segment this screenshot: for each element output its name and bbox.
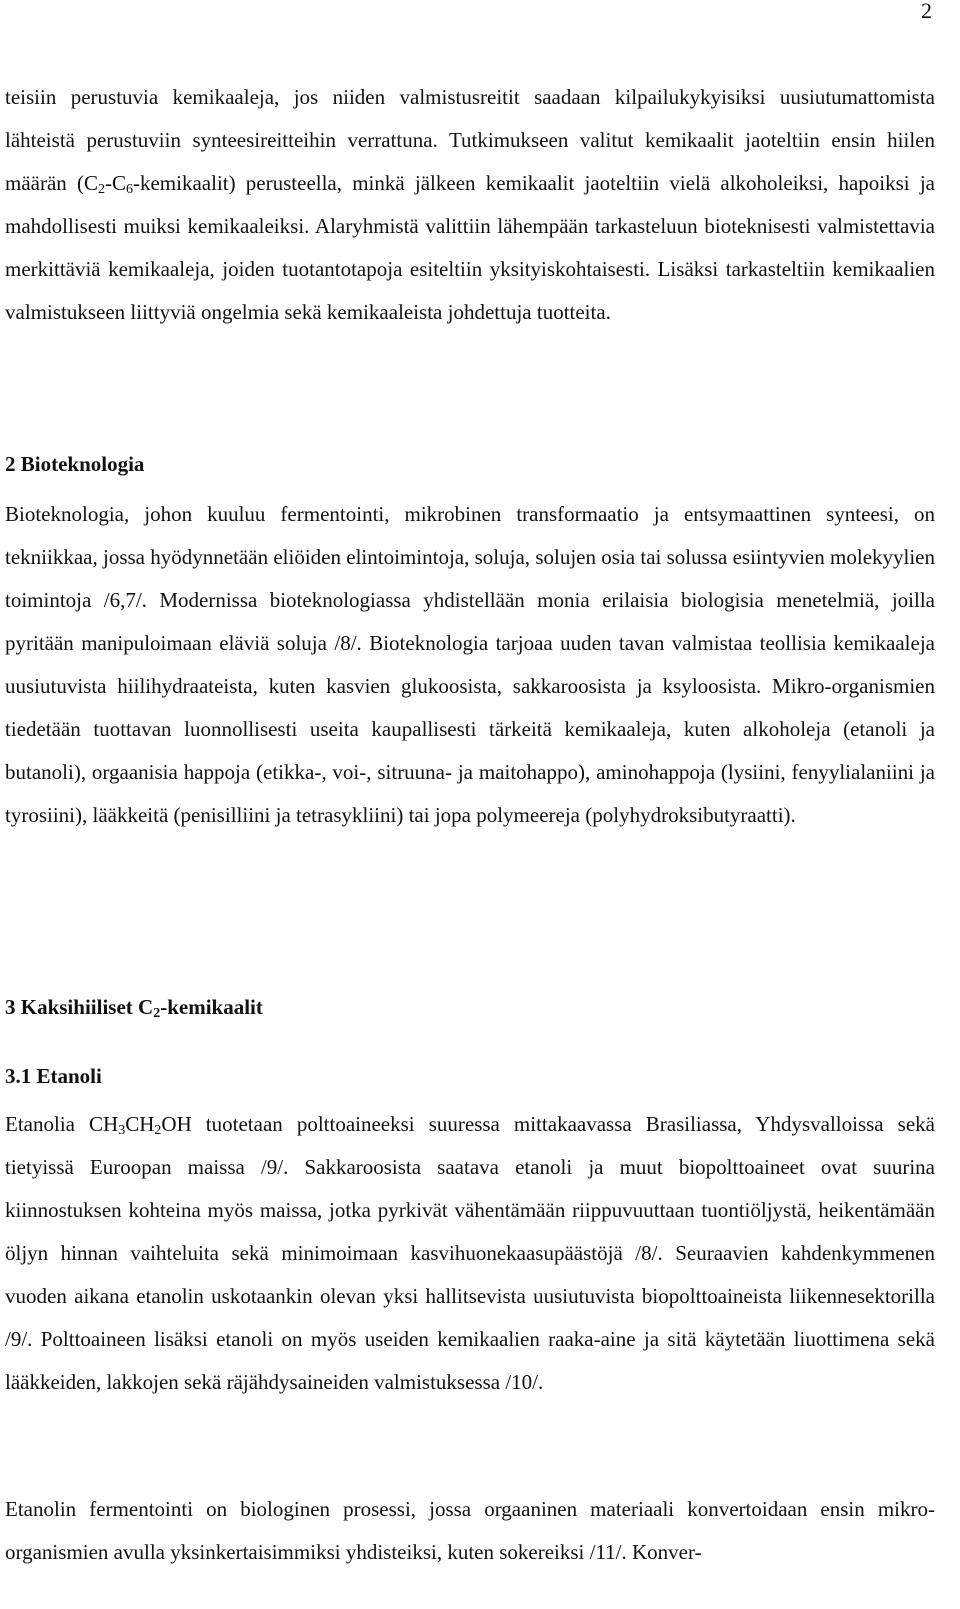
section-heading-bioteknologia: 2 Bioteknologia <box>5 452 145 476</box>
page-number: 2 <box>921 0 932 23</box>
etanoli-paragraph: Etanolia $CH_3CH_2OH$ tuotetaan polttoaineeksi suuressa mittakaavassa Brasiliassa, Yhdysvalloissa sekä tietyissä Euroopan maissa /9/. Sakkaroosista saatava etanoli ja muut biopolttoaineet ovat suurina kiinnostuksen kohteina myös maissa, jotka pyrkivät vähentämään riippuvuuttaan tuontiöljystä, heikentämään öljyn hinnan vaihteluita sekä minimoimaan kasvihuonekaasupäästöjä /8/. Seuraavien kahdenkymmenen vuoden aikana etanolin uskotaankin olevan yksi hallitsevista uusiutuvista biopolttoaineista liikennesektorilla /9/. Polttoaineen lisäksi etanoli on myös useiden kemikaalien raaka-aine ja sitä käytetään liuottimena sekä lääkkeiden, lakkojen sekä räjähdysaineiden valmistuksessa /10/. <box>5 1112 935 1394</box>
intro-paragraph: teisiin perustuvia kemikaaleja, jos niiden valmistusreitit saadaan kilpailukykyisiksi uusiutumattomista lähteistä perustuviin synteesireitteihin verrattuna. Tutkimukseen valitut kemikaalit jaoteltiin ensin hiilen määrän $(C_2-C_6-kemikaalit)$ perusteella, minkä jälkeen kemikaalit jaoteltiin vielä alkoholeiksi, hapoiksi ja mahdollisesti muiksi kemikaaleiksi. Alaryhmistä valittiin lähempään tarkasteluun bioteknisesti valmistettavia merkittäviä kemikaaleja, joiden tuotantotapoja esiteltiin yksityiskohtaisesti. Lisäksi tarkasteltiin kemikaalien valmistukseen liittyviä ongelmia sekä kemikaaleista johdettuja tuotteita. <box>5 85 935 324</box>
fermentation-paragraph: Etanolin fermentointi on biologinen prosessi, jossa orgaaninen materiaali konvertoidaan ensin mikro-organismien avulla yksinkertaisimmiksi yhdisteiksi, kuten sokereiksi /11/. Konver- <box>5 1497 935 1564</box>
bioteknologia-paragraph: Bioteknologia, johon kuuluu fermentointi, mikrobinen transformaatio ja entsymaattinen synteesi, on tekniikkaa, jossa hyödynnetään eliöiden elintoimintoja, soluja, solujen osia tai solussa esiintyvien molekyylien toimintoja /6,7/. Modernissa bioteknologiassa yhdistellään monia erilaisia biologisia menetelmiä, joilla pyritään manipuloimaan eläviä soluja /8/. Bioteknologia tarjoaa uuden tavan valmistaa teollisia kemikaaleja uusiutuvista hiilihydraateista, kuten kasvien glukoosista, sakkaroosista ja ksyloosista. Mikro-organismien tiedetään tuottavan luonnollisesti useita kaupallisesti tärkeitä kemikaaleja, kuten alkoholeja (etanoli ja butanoli), orgaanisia happoja (etikka-, voi-, sitruuna- ja maitohappo), aminohappoja (lysiini, fenyylialaniini ja tyrosiini), lääkkeitä (penisilliini ja tetrasykliini) tai jopa polymeereja (polyhydroksibutyraatti). <box>5 502 935 827</box>
section-heading-c2-chemicals: 3 Kaksihiiliset $C_2$-kemikaalit <box>5 995 263 1021</box>
subsection-heading-etanoli: 3.1 Etanoli <box>5 1064 102 1088</box>
